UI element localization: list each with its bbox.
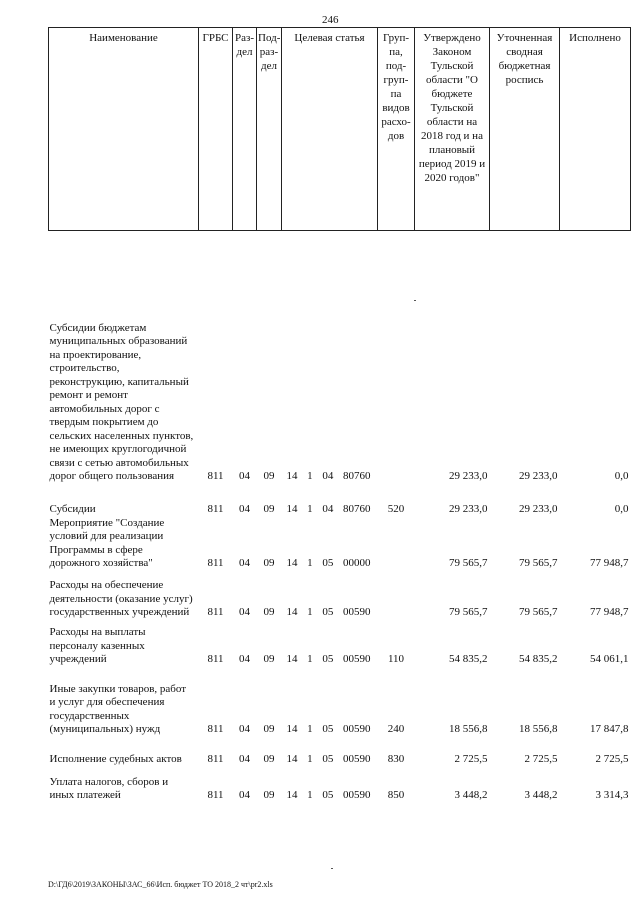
row-approved: 79 565,7 <box>449 606 488 618</box>
target-code-part: 1 <box>307 557 313 569</box>
target-code-part: 14 <box>286 470 298 482</box>
row-name: Субсидии бюджетам муниципальных образований на проектирование, строительство, реконструкцию, капитальный ремонт и ремонт автомобильных дорог с твердым покрытием до сельских населенных пунктов, не имеющих круглогодичной связи с сетью автомобильных дорог общего пользования <box>49 321 194 482</box>
footer-file-path: D:\ГД6\2019\ЗАКОНЫ\ЗАС_66\Исп. бюджет ТО 2018_2 чт\pr2.xls <box>48 880 273 889</box>
row-refined: 79 565,7 <box>519 557 558 569</box>
target-code-part: 1 <box>307 723 313 735</box>
row-grbs: 811 <box>207 723 224 735</box>
row-approved: 54 835,2 <box>449 653 488 665</box>
header-refined: Уточненная сводная бюджетная роспись <box>490 28 560 231</box>
row-vid: 110 <box>387 653 405 665</box>
table-row <box>49 737 631 767</box>
target-code-part: 1 <box>307 503 313 515</box>
target-code-part: 00590 <box>342 789 371 801</box>
row-approved: 79 565,7 <box>449 557 488 569</box>
row-name: Субсидии <box>49 503 96 515</box>
row-podrazdel: 09 <box>263 723 275 735</box>
row-name: Расходы на обеспечение деятельности (оказание услуг) государственных учреждений <box>49 579 193 618</box>
row-approved: 3 448,2 <box>454 789 488 801</box>
row-executed: 2 725,5 <box>595 753 629 765</box>
header-target: Целевая статья <box>282 28 378 231</box>
header-razdel: Раз-дел <box>233 28 257 231</box>
row-executed: 77 948,7 <box>590 606 629 618</box>
row-approved: 18 556,8 <box>449 723 488 735</box>
row-name: Иные закупки товаров, работ и услуг для обеспечения государственных (муниципальных) нужд <box>49 682 187 735</box>
target-code-part: 1 <box>307 789 313 801</box>
row-grbs: 811 <box>207 503 224 515</box>
row-vid <box>378 571 415 620</box>
row-refined: 29 233,0 <box>519 470 558 482</box>
target-code-part: 05 <box>322 653 334 665</box>
row-razdel: 04 <box>239 470 250 482</box>
row-grbs: 811 <box>207 557 224 569</box>
row-target <box>282 667 378 737</box>
header-approved: Утверждено Законом Тульской области "О бюджете Тульской области на 2018 год и на плановый период 2019 и 2020 годов" <box>415 28 490 231</box>
row-name: Исполнение судебных актов <box>49 753 182 765</box>
row-podrazdel: 09 <box>263 753 275 765</box>
row-grbs: 811 <box>207 606 224 618</box>
row-grbs: 811 <box>207 753 224 765</box>
row-executed: 3 314,3 <box>595 789 629 801</box>
target-code-part: 14 <box>286 557 298 569</box>
target-code-part: 00590 <box>342 606 371 618</box>
row-podrazdel: 09 <box>263 557 275 569</box>
target-code-part: 00590 <box>342 653 371 665</box>
target-code-part: 00590 <box>342 723 371 735</box>
row-executed: 0,0 <box>614 503 629 515</box>
budget-table <box>48 27 631 803</box>
table-row <box>49 767 631 803</box>
row-vid: 520 <box>387 503 405 515</box>
target-code-part: 1 <box>307 653 313 665</box>
row-podrazdel: 09 <box>263 606 275 618</box>
row-grbs: 811 <box>207 470 224 482</box>
target-code-part: 00000 <box>342 557 371 569</box>
row-name: Уплата налогов, сборов и иных платежей <box>49 775 169 801</box>
header-vid: Груп-па, под-груп-па видов расхо-дов <box>378 28 415 231</box>
scan-speck <box>331 868 333 869</box>
row-executed: 77 948,7 <box>590 557 629 569</box>
target-code-part: 14 <box>286 653 298 665</box>
row-target <box>282 767 378 803</box>
row-vid: 240 <box>387 723 405 735</box>
row-vid <box>378 231 415 484</box>
row-razdel: 04 <box>239 653 250 665</box>
row-vid: 850 <box>387 789 405 801</box>
header-name: Наименование <box>49 28 199 231</box>
table-row <box>49 484 631 517</box>
row-executed: 54 061,1 <box>590 653 629 665</box>
row-razdel: 04 <box>239 606 250 618</box>
target-code-part: 05 <box>322 789 334 801</box>
target-code-part: 14 <box>286 503 298 515</box>
row-name: Мероприятие "Создание условий для реализации Программы в сфере дорожного хозяйства" <box>49 516 165 569</box>
table-row <box>49 571 631 620</box>
target-code-part: 1 <box>307 753 313 765</box>
row-refined: 29 233,0 <box>519 503 558 515</box>
table-row <box>49 231 631 484</box>
target-code-part: 14 <box>286 723 298 735</box>
header-executed: Исполнено <box>560 28 631 231</box>
row-grbs: 811 <box>207 653 224 665</box>
row-target <box>282 737 378 767</box>
row-approved: 2 725,5 <box>454 753 488 765</box>
target-code-part: 04 <box>322 470 334 482</box>
target-code-part: 04 <box>322 503 334 515</box>
target-code-part: 05 <box>322 606 334 618</box>
target-code-part: 05 <box>322 557 334 569</box>
row-approved: 29 233,0 <box>449 470 488 482</box>
table-row <box>49 517 631 571</box>
target-code-part: 80760 <box>342 503 371 515</box>
row-name: Расходы на выплаты персоналу казенных учреждений <box>49 626 146 665</box>
row-refined: 3 448,2 <box>524 789 558 801</box>
row-vid: 830 <box>387 753 405 765</box>
row-approved: 29 233,0 <box>449 503 488 515</box>
target-code-part: 1 <box>307 470 313 482</box>
row-razdel: 04 <box>239 723 250 735</box>
target-code-part: 05 <box>322 723 334 735</box>
row-podrazdel: 09 <box>263 653 275 665</box>
target-code-part: 00590 <box>342 753 371 765</box>
row-vid <box>378 517 415 571</box>
row-executed: 0,0 <box>614 470 629 482</box>
row-executed: 17 847,8 <box>590 723 629 735</box>
row-razdel: 04 <box>239 557 250 569</box>
target-code-part: 80760 <box>342 470 371 482</box>
row-podrazdel: 09 <box>263 789 275 801</box>
header-podrazdel: Под-раз-дел <box>257 28 282 231</box>
table-header-row <box>49 28 631 231</box>
header-grbs: ГРБС <box>199 28 233 231</box>
row-refined: 54 835,2 <box>519 653 558 665</box>
row-razdel: 04 <box>239 789 250 801</box>
target-code-part: 1 <box>307 606 313 618</box>
scan-speck <box>414 300 416 301</box>
row-target <box>282 484 378 517</box>
page-number: 246 <box>322 14 339 26</box>
target-code-part: 14 <box>286 789 298 801</box>
target-code-part: 05 <box>322 753 334 765</box>
row-target <box>282 571 378 620</box>
row-razdel: 04 <box>239 753 250 765</box>
row-refined: 79 565,7 <box>519 606 558 618</box>
row-target <box>282 517 378 571</box>
row-refined: 2 725,5 <box>524 753 558 765</box>
table-row <box>49 620 631 667</box>
table-row <box>49 667 631 737</box>
row-grbs: 811 <box>207 789 224 801</box>
row-target <box>282 231 378 484</box>
row-target <box>282 620 378 667</box>
target-code-part: 14 <box>286 753 298 765</box>
row-refined: 18 556,8 <box>519 723 558 735</box>
row-razdel: 04 <box>239 503 250 515</box>
row-podrazdel: 09 <box>263 470 275 482</box>
target-code-part: 14 <box>286 606 298 618</box>
row-podrazdel: 09 <box>263 503 275 515</box>
